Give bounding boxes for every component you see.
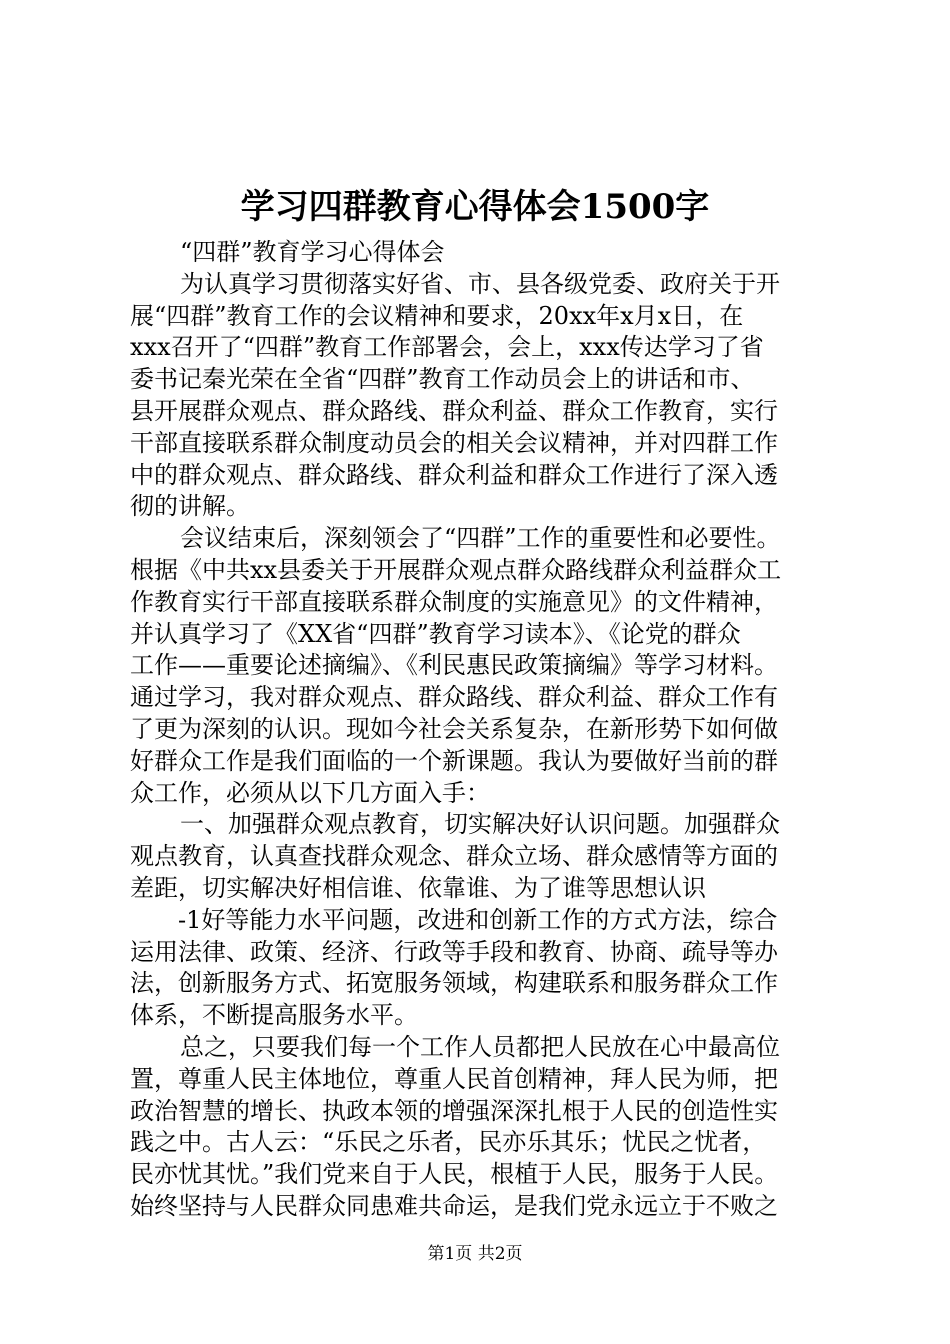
paragraph-line: 委书记秦光荣在全省“四群”教育工作动员会上的讲话和市、: [130, 365, 755, 394]
paragraph-line: 为认真学习贯彻落实好省、市、县各级党委、政府关于开: [180, 269, 780, 298]
paragraph-line: 好群众工作是我们面临的一个新课题。我认为要做好当前的群: [130, 746, 778, 775]
paragraph-line: 了更为深刻的认识。现如今社会关系复杂，在新形势下如何做: [130, 714, 778, 743]
paragraph-line: xxx召开了“四群”教育工作部署会，会上，xxx传达学习了省: [130, 333, 764, 362]
paragraph-line: 差距，切实解决好相信谁、依靠谁、为了谁等思想认识: [130, 873, 706, 902]
paragraph-line: 中的群众观点、群众路线、群众利益和群众工作进行了深入透: [130, 460, 778, 489]
paragraph-line: 根据《中共xx县委关于开展群众观点群众路线群众利益群众工: [130, 555, 782, 584]
paragraph-line: 工作——重要论述摘编》、《利民惠民政策摘编》等学习材料。: [130, 651, 778, 680]
paragraph-line: 县开展群众观点、群众路线、群众利益、群众工作教育，实行: [130, 396, 778, 425]
paragraph-line: 观点教育，认真查找群众观念、群众立场、群众感情等方面的: [130, 842, 778, 871]
paragraph-line: 展“四群”教育工作的会议精神和要求，20xx年x月x日，在: [130, 301, 744, 330]
paragraph-line: 并认真学习了《XX省“四群”教育学习读本》、《论党的群众: [130, 619, 741, 648]
paragraph-line: 干部直接联系群众制度动员会的相关会议精神，并对四群工作: [130, 428, 778, 457]
page-footer: 第1页 共2页: [427, 1244, 523, 1264]
paragraph-line: 总之，只要我们每一个工作人员都把人民放在心中最高位: [180, 1032, 780, 1061]
paragraph-line: 体系，不断提高服务水平。: [130, 1001, 418, 1030]
paragraph-line: 一、加强群众观点教育，切实解决好认识问题。加强群众: [180, 810, 780, 839]
paragraph-line: 会议结束后，深刻领会了“四群”工作的重要性和必要性。: [180, 524, 781, 553]
paragraph-line: 民亦忧其忧。”我们党来自于人民，根植于人民，服务于人民。: [130, 1160, 779, 1189]
paragraph-line: “四群”教育学习心得体会: [180, 238, 445, 266]
paragraph-line: 运用法律、政策、经济、行政等手段和教育、协商、疏导等办: [130, 937, 778, 966]
paragraph-line: 置，尊重人民主体地位，尊重人民首创精神，拜人民为师，把: [130, 1064, 778, 1093]
paragraph-line: -1好等能力水平问题，改进和创新工作的方式方法，综合: [178, 905, 778, 934]
document-body: [130, 237, 830, 1223]
paragraph-line: 通过学习，我对群众观点、群众路线、群众利益、群众工作有: [130, 683, 778, 712]
paragraph-line: 法，创新服务方式、拓宽服务领域，构建联系和服务群众工作: [130, 969, 778, 998]
paragraph-line: 践之中。古人云：“乐民之乐者，民亦乐其乐；忧民之忧者，: [130, 1128, 767, 1157]
paragraph-line: 众工作，必须从以下几方面入手：: [130, 778, 490, 807]
paragraph-line: 作教育实行干部直接联系群众制度的实施意见》的文件精神，: [130, 587, 778, 616]
paragraph-line: 政治智慧的增长、执政本领的增强深深扎根于人民的创造性实: [130, 1096, 778, 1125]
document-title: 学习四群教育心得体会1500字: [240, 187, 710, 227]
paragraph-line: 彻的讲解。: [130, 492, 250, 521]
paragraph-line: 始终坚持与人民群众同患难共命运，是我们党永远立于不败之: [130, 1191, 778, 1220]
